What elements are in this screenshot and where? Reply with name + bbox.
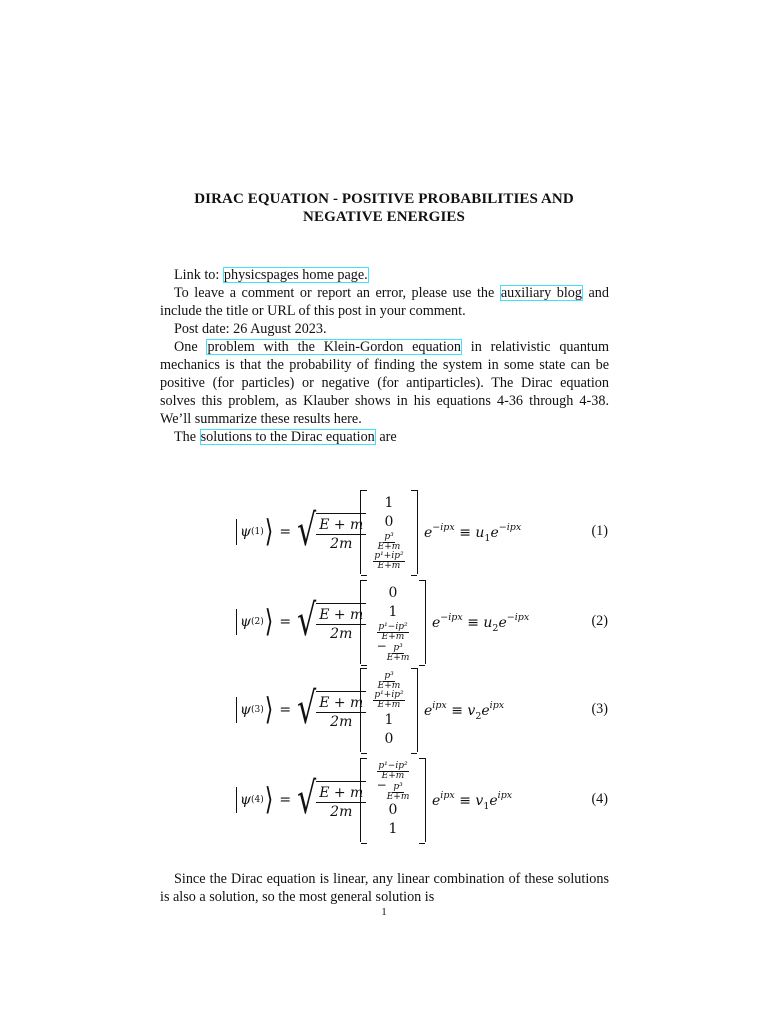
spinor-component: − $\frac{\text{p³}}{E+m}$ (376, 639, 410, 664)
link-prefix: Link to: (174, 267, 223, 283)
equation-number: (2) (591, 613, 608, 629)
equation-rhs: $e^{-ipx} \equiv u_1e^{-ipx}$ (424, 522, 522, 544)
p1-prefix: One (174, 339, 207, 355)
normalization-sqrt: √ $\frac{E + m}{2m}$ (297, 691, 366, 730)
spinor-component: $\frac{\text{p¹−ip²}}{E+m}$ (378, 621, 408, 642)
p1-rest: in relativistic quantum mechanics is that the probability of finding the system in some state can be positive (for particles) or negative (for antiparticles). The Dirac equation solves this problem, as Klauber shows in his equations 4-36 through 4-38. We’ll summarize these results here. (160, 339, 609, 427)
link-line (160, 266, 609, 284)
equation-number: (4) (591, 791, 608, 807)
equation-lhs: ψ (1) ⟩ = √ $\frac{E + m}{2m}$ (236, 510, 366, 554)
ket-psi: ψ (3) ⟩ (236, 697, 273, 723)
spinor-component: $\frac{\text{p¹+ip²}}{E+m}$ (374, 690, 404, 711)
spinor-component: $\frac{\text{p¹−ip²}}{E+m}$ (378, 760, 408, 781)
spinor-component: 0 (388, 584, 398, 601)
p2-prefix: The (174, 429, 200, 445)
ket-psi: ψ (2) ⟩ (236, 609, 273, 635)
page-number: 1 (381, 906, 387, 918)
normalization-sqrt: √ $\frac{E + m}{2m}$ (297, 513, 366, 552)
spinor-component: $\frac{\text{p³}}{E+m}$ (377, 531, 401, 552)
equation-number: (1) (591, 523, 608, 539)
paper-title (160, 190, 608, 226)
equation-number: (3) (591, 701, 608, 717)
auxiliary-blog-link[interactable]: auxiliary blog (500, 285, 582, 301)
spinor-component: 0 (388, 801, 398, 818)
spinor-matrix (360, 490, 418, 574)
equation-rhs: $e^{ipx} \equiv v_1e^{ipx}$ (432, 790, 513, 812)
title-line-2: NEGATIVE ENERGIES (303, 209, 465, 225)
equation-rhs: $e^{ipx} \equiv v_2e^{ipx}$ (424, 700, 505, 722)
spinor-component: − $\frac{\text{p³}}{E+m}$ (376, 778, 410, 803)
spinor-component: 0 (384, 514, 394, 531)
spinor-component: 1 (384, 711, 394, 728)
spinor-component: 1 (388, 604, 398, 621)
intro-block (160, 266, 609, 446)
spinor-component: 0 (384, 731, 394, 748)
ket-psi: ψ (4) ⟩ (236, 787, 273, 813)
comment-suffix: and include the title or URL of this post in your comment. (160, 285, 609, 319)
dirac-solutions-link[interactable]: solutions to the Dirac equation (200, 429, 375, 445)
normalization-sqrt: √ $\frac{E + m}{2m}$ (297, 781, 366, 820)
closing-block (160, 870, 609, 906)
spinor-matrix (360, 580, 426, 664)
paragraph-2 (160, 428, 609, 446)
paragraph-1 (160, 338, 609, 428)
equation-lhs: ψ (2) ⟩ = √ $\frac{E + m}{2m}$ (236, 600, 366, 644)
ket-psi: ψ (1) ⟩ (236, 519, 273, 545)
home-page-link[interactable]: physicspages home page. (223, 267, 368, 283)
equation-lhs: ψ (4) ⟩ = √ $\frac{E + m}{2m}$ (236, 778, 366, 822)
spinor-component: 1 (388, 821, 398, 838)
spinor-component: $\frac{\text{p³}}{E+m}$ (377, 670, 401, 691)
spinor-component: 1 (384, 494, 394, 511)
title-line-1: DIRAC EQUATION - POSITIVE PROBABILITIES AND (194, 191, 574, 207)
comment-line (160, 284, 609, 320)
spinor-matrix (360, 758, 426, 842)
spinor-component: $\frac{\text{p¹+ip²}}{E+m}$ (374, 551, 404, 572)
equation-rhs: $e^{-ipx} \equiv u_2e^{-ipx}$ (432, 612, 530, 634)
spinor-matrix (360, 668, 418, 752)
p2-suffix: are (375, 429, 397, 445)
paragraph-3: Since the Dirac equation is linear, any linear combination of these solutions is also a solution, so the most general solution is (160, 871, 609, 905)
post-date: Post date: 26 August 2023. (174, 321, 327, 337)
comment-prefix: To leave a comment or report an error, please use the (174, 285, 500, 301)
klein-gordon-link[interactable]: problem with the Klein-Gordon equation (207, 339, 461, 355)
normalization-sqrt: √ $\frac{E + m}{2m}$ (297, 603, 366, 642)
equation-lhs: ψ (3) ⟩ = √ $\frac{E + m}{2m}$ (236, 688, 366, 732)
